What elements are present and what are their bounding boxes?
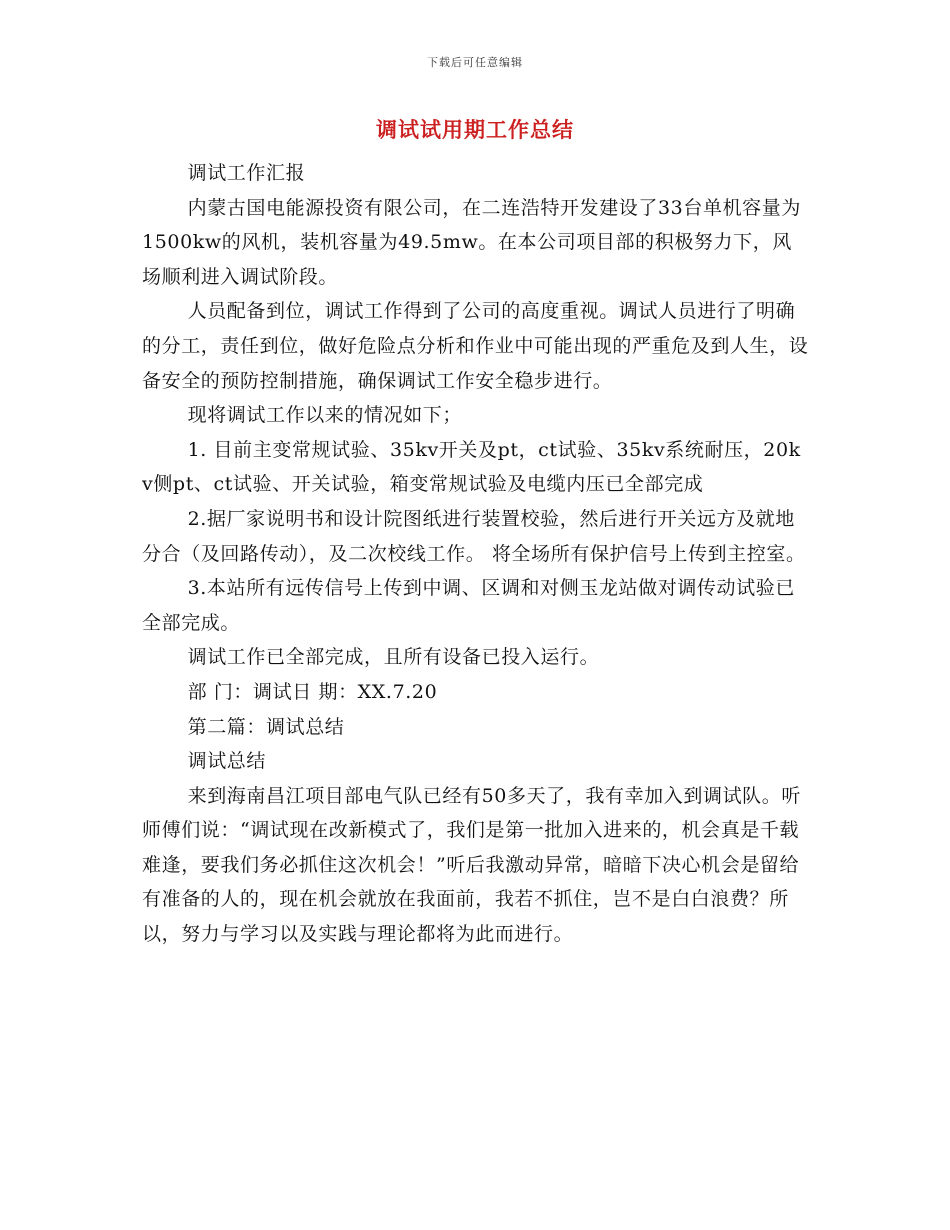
- paragraph: 内蒙古国电能源投资有限公司，在二连浩特开发建设了33台单机容量为1500kw的风机，装机容量为49.5mw。在本公司项目部的积极努力下，风场顺利进入调试阶段。: [142, 196, 801, 288]
- paragraph: 人员配备到位，调试工作得到了公司的高度重视。调试人员进行了明确的分工，责任到位，做好危险点分析和作业中可能出现的严重危及到人生，设备安全的预防控制措施，确保调试工作安全稳步进行。: [142, 300, 809, 392]
- header-note: 下载后可任意编辑: [427, 56, 523, 69]
- section-heading: 第二篇：调试总结: [187, 715, 345, 738]
- paragraph: 1. 目前主变常规试验、35kv开关及pt，ct试验、35kv系统耐压，20kv侧pt、ct试验、开关试验，箱变常规试验及电缆内压已全部完成: [142, 438, 801, 496]
- paragraph: 来到海南昌江项目部电气队已经有50多天了，我有幸加入到调试队。听师傅们说：“调试现在改新模式了，我们是第一批加入进来的，机会真是千载难逢，要我们务必抓住这次机会！”听后我激动异常，暗暗下决心机会是留给有准备的人的，现在机会就放在我面前，我若不抓住，岂不是白白浪费？所以，努力与学习以及实践与理论都将为此而进行。: [142, 784, 801, 946]
- paragraph: 3.本站所有远传信号上传到中调、区调和对侧玉龙站做对调传动试验已全部完成。: [142, 577, 795, 634]
- paragraph: 现将调试工作以来的情况如下；: [187, 404, 462, 427]
- paragraph: 部 门：调试日 期：XX.7.20: [187, 680, 438, 703]
- paragraph: 2.据厂家说明书和设计院图纸进行装置校验，然后进行开关远方及就地分合（及回路传动），及二次校线工作。 将全场所有保护信号上传到主控室。: [142, 507, 806, 565]
- paragraph: 调试总结: [187, 750, 266, 773]
- document-body: [142, 156, 810, 952]
- paragraph: 调试工作已全部完成，且所有设备已投入运行。: [187, 646, 600, 669]
- paragraph: 调试工作汇报: [187, 162, 306, 184]
- document-title: 调试试用期工作总结: [376, 117, 574, 142]
